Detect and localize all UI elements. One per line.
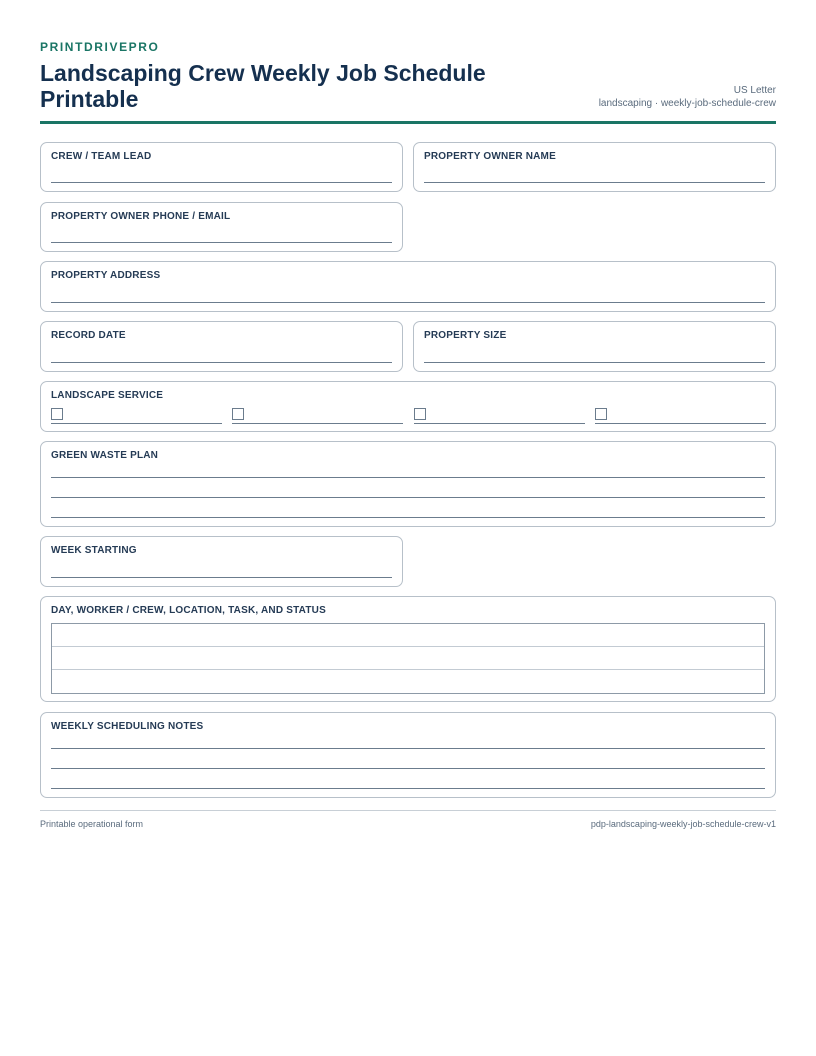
field-label: PROPERTY OWNER PHONE / EMAIL [51,211,231,222]
field-label: PROPERTY SIZE [424,330,507,341]
schedule-grid [51,623,765,694]
service-option-3[interactable] [414,408,585,424]
write-line[interactable] [51,517,765,518]
field-label: PROPERTY ADDRESS [51,270,161,281]
form-meta [599,84,776,110]
write-line[interactable] [51,788,765,789]
write-line[interactable] [51,748,765,749]
paper-size: US Letter [733,85,776,96]
service-option-1[interactable] [51,408,222,424]
owner-name-field [413,142,776,192]
checkbox[interactable] [232,408,244,420]
table-row[interactable] [52,670,764,693]
green-waste-plan-field [40,441,776,527]
schedule-table-field [40,596,776,702]
crew-lead-field [40,142,403,192]
write-line[interactable] [51,477,765,478]
write-line[interactable] [51,242,392,243]
brand-name: PRINTDRIVEPRO [40,40,160,54]
write-line[interactable] [414,423,585,424]
footer-left-text: Printable operational form [40,819,144,829]
write-line[interactable] [232,423,403,424]
form-header [40,40,776,124]
service-option-4[interactable] [595,408,766,424]
record-date-field [40,321,403,372]
checkbox[interactable] [595,408,607,420]
footer-form-id: pdp-landscaping-weekly-job-schedule-crew-v1 [590,819,776,829]
checkbox[interactable] [51,408,63,420]
write-line[interactable] [51,423,222,424]
page-footer [40,810,776,834]
table-row[interactable] [52,624,764,647]
field-label: LANDSCAPE SERVICE [51,390,164,401]
owner-contact-field [40,202,403,252]
field-label: PROPERTY OWNER NAME [424,151,556,162]
write-line[interactable] [51,362,392,363]
property-size-field [413,321,776,372]
checkbox[interactable] [414,408,426,420]
write-line[interactable] [51,768,765,769]
write-line[interactable] [424,182,765,183]
write-line[interactable] [51,497,765,498]
field-label: RECORD DATE [51,330,126,341]
write-line[interactable] [51,302,765,303]
page-title: Landscaping Crew Weekly Job Schedule Printable [40,60,486,112]
write-line[interactable] [51,182,392,183]
week-starting-field [40,536,403,587]
form-page [40,40,776,732]
write-line[interactable] [424,362,765,363]
write-line[interactable] [595,423,766,424]
field-label: DAY, WORKER / CREW, LOCATION, TASK, AND STATUS [51,605,326,616]
field-label: CREW / TEAM LEAD [51,151,152,162]
field-label: WEEKLY SCHEDULING NOTES [51,721,204,732]
landscape-service-field [40,381,776,432]
weekly-notes-field [40,712,776,798]
field-label: WEEK STARTING [51,545,137,556]
field-label: GREEN WASTE PLAN [51,450,159,461]
form-tags: landscaping · weekly-job-schedule-crew [598,98,776,109]
property-address-field [40,261,776,312]
table-row[interactable] [52,647,764,670]
service-option-2[interactable] [232,408,403,424]
write-line[interactable] [51,577,392,578]
